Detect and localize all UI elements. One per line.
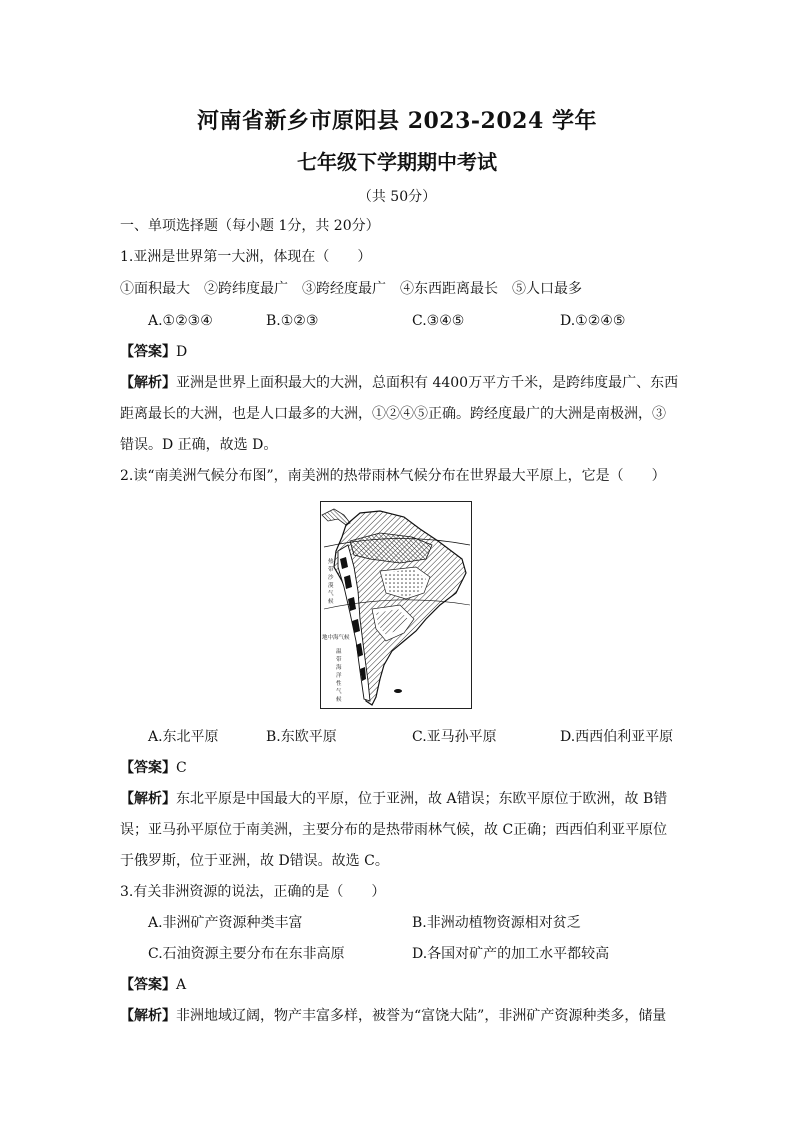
q2-answer-label: 【答案】 (120, 760, 176, 776)
q1-analysis-line-2: 距离最长的大洲，也是人口最多的大洲，①②④⑤正确。跨经度最广的大洲是南极洲，③ (120, 406, 666, 422)
label-re: 热 (328, 559, 334, 565)
label-yang: 洋 (336, 673, 342, 679)
label-mo: 漠 (328, 583, 334, 589)
q3-answer (120, 975, 186, 995)
q2-answer-value: C (176, 760, 187, 776)
q3-analysis-text-1: 非洲地域辽阔，物产丰富多样，被誉为“富饶大陆”，非洲矿产资源种类多，储量 (176, 1008, 667, 1024)
q3-option-c: C.石油资源主要分布在东非高原 (148, 946, 345, 962)
q2-option-c: C.亚马孙平原 (412, 729, 497, 745)
q1-analysis-text-1: 亚洲是世界上面积最大的大洲，总面积有 4400万平方千米，是跨纬度最广、东西 (176, 375, 679, 391)
south-america-climate-map (320, 501, 472, 709)
q2-option-a: A.东北平原 (148, 729, 219, 745)
doc-title: 河南省新乡市原阳县 2023-2024 学年 (197, 108, 597, 134)
q1-answer-label: 【答案】 (120, 344, 176, 360)
label-sha: 沙 (328, 575, 334, 581)
q1-stem: 1.亚洲是世界第一大洲，体现在（ ） (120, 249, 372, 265)
label-mediterranean: 地中海气候 (322, 635, 350, 641)
q1-answer-value: D (176, 344, 188, 360)
section-heading: 一、单项选择题（每小题 1分，共 20分） (120, 218, 380, 234)
label-qi2: 气 (336, 689, 342, 695)
q3-option-d: D.各国对矿产的加工水平都较高 (412, 946, 610, 962)
q1-analysis-label: 【解析】 (120, 375, 176, 391)
q1-items: ①面积最大 ②跨纬度最广 ③跨经度最广 ④东西距离最长 ⑤人口最多 (120, 281, 582, 297)
label-hai: 海 (336, 665, 342, 671)
q3-analysis-line-1 (120, 1006, 666, 1026)
label-xing: 性 (336, 681, 342, 687)
doc-subtitle: 七年级下学期期中考试 (297, 150, 497, 174)
q3-answer-label: 【答案】 (120, 977, 176, 993)
label-qi: 气 (328, 591, 334, 597)
falkland-islands (394, 689, 402, 693)
label-hou: 候 (328, 599, 334, 605)
q3-answer-value: A (176, 977, 187, 993)
q1-analysis-line-3: 错误。D 正确，故选 D。 (120, 437, 278, 453)
q1-option-d: D.①②④⑤ (560, 313, 626, 329)
q2-stem: 2.读“南美洲气候分布图”，南美洲的热带雨林气候分布在世界最大平原上，它是（ ） (120, 468, 666, 484)
q2-analysis-line-2: 误；亚马孙平原位于南美洲，主要分布的是热带雨林气候，故 C正确；西西伯利亚平原位 (120, 822, 668, 838)
q2-analysis-line-1 (120, 789, 667, 809)
q2-answer (120, 758, 187, 778)
q2-analysis-label: 【解析】 (120, 791, 176, 807)
label-dai: 带 (328, 567, 334, 573)
score-note: （共 50分） (357, 189, 437, 205)
q3-option-a: A.非洲矿产资源种类丰富 (148, 915, 303, 931)
q2-analysis-text-1: 东北平原是中国最大的平原，位于亚洲，故 A错误；东欧平原位于欧洲，故 B错 (176, 791, 668, 807)
label-wen: 温 (336, 649, 342, 655)
label-dai2: 带 (336, 657, 342, 663)
q1-answer (120, 342, 187, 362)
q3-option-b: B.非洲动植物资源相对贫乏 (412, 915, 581, 931)
q1-option-c: C.③④⑤ (412, 313, 465, 329)
q1-analysis-line-1 (120, 373, 678, 393)
q1-option-b: B.①②③ (266, 313, 319, 329)
q1-option-a: A.①②③④ (148, 313, 213, 329)
label-hou2: 候 (336, 697, 342, 703)
q3-analysis-label: 【解析】 (120, 1008, 176, 1024)
q2-analysis-line-3: 于俄罗斯，位于亚洲，故 D错误。故选 C。 (120, 853, 389, 869)
q2-option-b: B.东欧平原 (266, 729, 337, 745)
q2-option-d: D.西西伯利亚平原 (560, 729, 674, 745)
q3-stem: 3.有关非洲资源的说法，正确的是（ ） (120, 884, 386, 900)
